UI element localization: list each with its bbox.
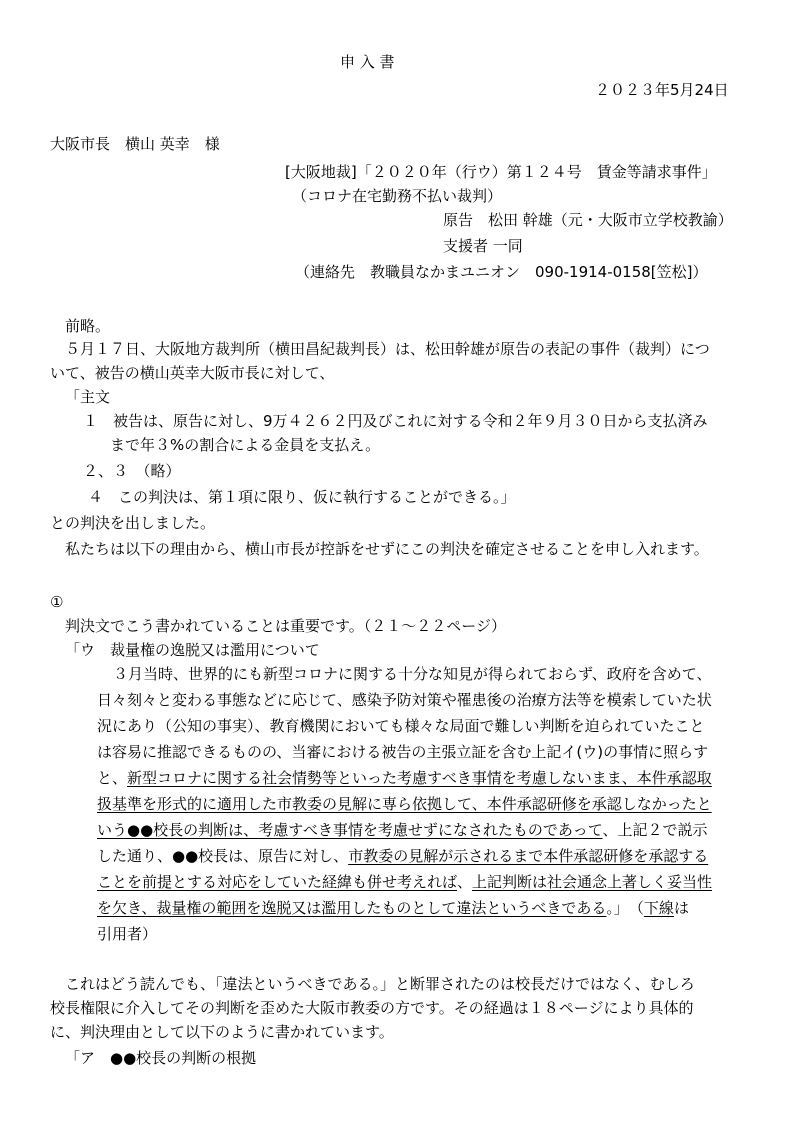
quote-line: は容易に推認できるものの、当審における被告の主張立証を含む上記イ(ウ)の事情に照らす xyxy=(97,743,709,761)
underlined-text: いう●●校長の判断は、 xyxy=(97,821,259,839)
case-name: [大阪地裁]「２０２０年（行ウ）第１２４号 賃金等請求事件」 xyxy=(285,163,717,181)
judgment-open: 「主文 xyxy=(65,388,111,406)
underlined-text: 新型コロナに関する社会情勢等といった考慮すべき事情を考慮しないまま、本件承認取 xyxy=(127,769,712,787)
conclusion-line-1: これはどう読んでも、「違法というべきである。」と断罪されたのは校長だけではなく、むしろ xyxy=(65,975,695,993)
quote-heading: 「ウ 裁量権の逸脱又は濫用について xyxy=(65,641,320,659)
intro-line-1: ５月１７日、大阪地方裁判所（横田昌紀裁判長）は、松田幹雄が原告の表記の事件（裁判）につ xyxy=(65,340,710,358)
quote-line: 引用者） xyxy=(97,925,158,943)
document-title: 申 入 書 xyxy=(340,53,395,71)
quote-line xyxy=(97,870,712,894)
quote-text: 、 xyxy=(457,873,473,891)
quote-text: と、 xyxy=(97,769,128,787)
plaintiff: 原告 松田 幹雄（元・大阪市立学校教諭） xyxy=(443,211,733,229)
quote-text: した通り、●●校長は、原告に対し、 xyxy=(97,847,349,865)
quote-text: 。」 （ xyxy=(606,899,644,917)
quote-line xyxy=(97,766,712,790)
judgment-item-4: ４ この判決は、第１項に限り、仮に執行することができる。」 xyxy=(88,488,516,506)
greeting: 前略。 xyxy=(65,317,111,335)
addressee: 大阪市長 横山 英幸 様 xyxy=(50,135,220,153)
contact: （連絡先 教職員なかまユニオン 090-1914-0158[笠松]） xyxy=(295,263,708,281)
underlined-text: 市教委の見解が示されるまで本件承認研修を承認する xyxy=(348,847,709,865)
underlined-text: 下線 xyxy=(643,899,674,917)
request: 私たちは以下の理由から、横山市長が控訴をせずにこの判決を確定させることを申し入れます。 xyxy=(65,540,709,558)
quote-line xyxy=(97,896,689,920)
judgment-item-1b: まで年３%の割合による金員を支払え。 xyxy=(110,436,381,454)
point-intro: 判決文でこう書かれていることは重要です。（２１～２２ページ） xyxy=(65,617,507,635)
judgment-item-23: ２、３ （略） xyxy=(83,462,181,480)
supporters: 支援者 一同 xyxy=(443,237,523,255)
document-date: ２０２３年5月24日 xyxy=(595,81,729,99)
next-heading: 「ア ●●校長の判断の根拠 xyxy=(65,1049,257,1067)
judgment-close: との判決を出しました。 xyxy=(50,514,216,532)
underlined-text: 上記判断は社会通念上著しく妥当性 xyxy=(472,873,713,891)
conclusion-line-2: 校長権限に介入してその判断を歪めた大阪市教委の方です。その経過は１８ページにより具体的 xyxy=(50,999,694,1017)
quote-line xyxy=(97,818,707,842)
conclusion-line-3: に、判決理由として以下のように書かれています。 xyxy=(50,1023,394,1041)
underlined-text: 扱基準を形式的に適用した市教委の見解に専ら依拠して、本件承認研修を承認しなかったと xyxy=(97,795,712,813)
quote-text: は xyxy=(673,899,689,917)
underlined-text: ことを前提とする対応をしていた経緯も併せ考えれば xyxy=(97,873,458,891)
quote-text: 、上記２で説示 xyxy=(602,821,708,839)
point-marker: ① xyxy=(50,593,64,611)
quote-line xyxy=(97,844,708,868)
underlined-text: を欠き、裁量権の範囲を逸脱又は濫用したものとして違法というべきである xyxy=(97,899,607,917)
case-subtitle: （コロナ在宅勤務不払い裁判） xyxy=(292,187,503,205)
quote-line: 日々刻々と変わる事態などに応じて、感染予防対策や罹患後の治療方法等を模索していた状 xyxy=(97,691,712,709)
quote-line xyxy=(97,792,712,816)
intro-line-2: いて、被告の横山英幸大阪市長に対して、 xyxy=(50,364,335,382)
judgment-item-1a: １ 被告は、原告に対し、9万４２６２円及びこれに対する令和２年９月３０日から支払済み xyxy=(83,412,708,430)
underlined-text: 考慮すべき事情を考慮せずになされたものであって xyxy=(258,821,603,839)
quote-line: ３月当時、世界的にも新型コロナに関する十分な知見が得られておらず、政府を含めて、 xyxy=(113,665,712,683)
quote-line: 況にあり（公知の事実）、教育機関においても様々な局面で難しい判断を迫られていたこと xyxy=(97,717,705,735)
